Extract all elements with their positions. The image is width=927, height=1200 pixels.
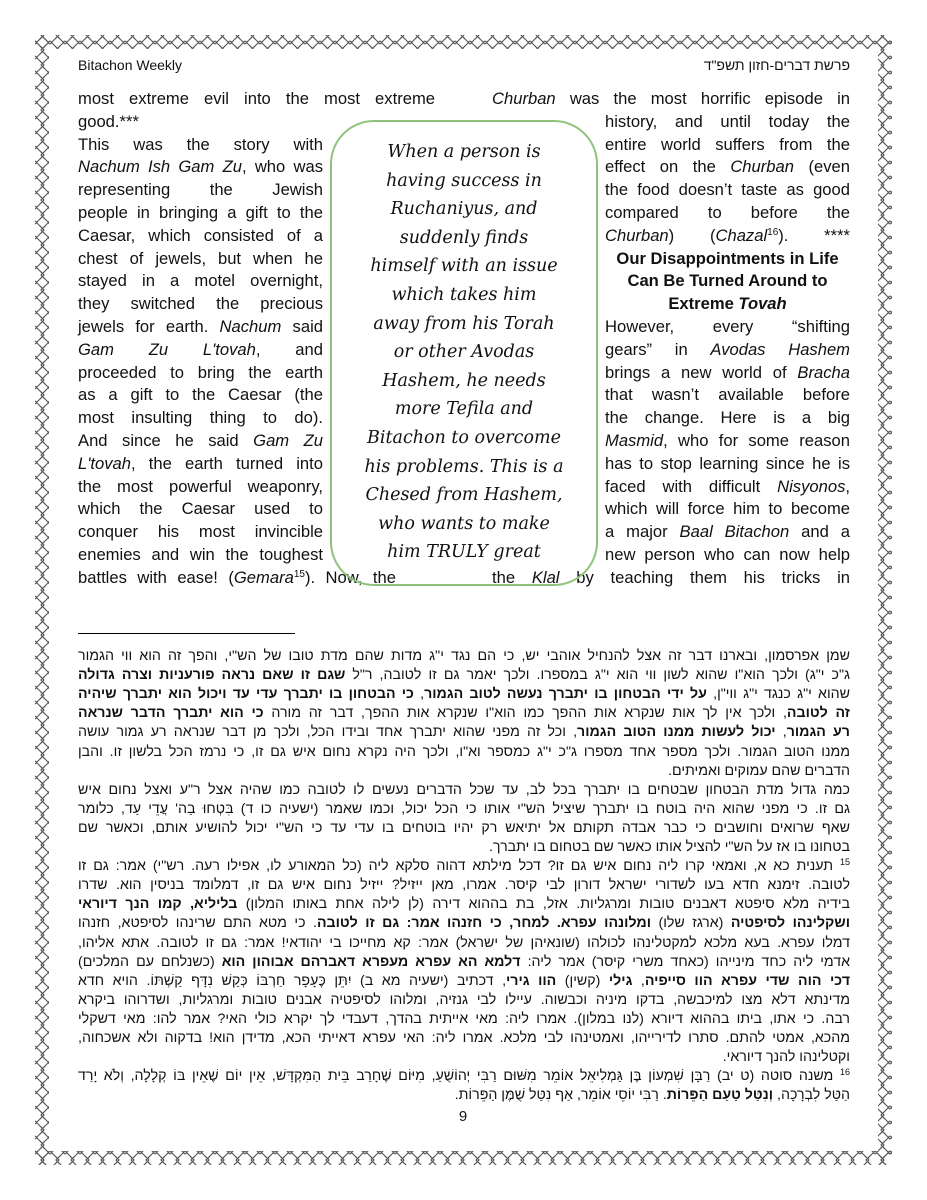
text-segment: good. [78,111,120,131]
text-segment: chest of jewels, but when he [78,248,323,268]
footnote-line [78,953,850,971]
text-segment: proceeded to bring the earth [78,362,323,382]
text-line [78,430,323,451]
text-segment: new person who can now help [605,545,850,564]
footnote-line [78,762,850,780]
text-segment: על ידי הבטחון בו יתברך נעשה לטוב הגמור [424,686,707,703]
text-segment: דלמא הא עפרא מעפרא דאברהם אבוהון הוא [221,953,521,970]
text-segment: history, and until today the [605,111,850,131]
text-segment: משנה סוטה (ט יב) רַבָּן שִׁמְעוֹן בֶּן גַּמְלִיאֵל אוֹמֵר מִשּׁוּם רַבִּי יְהוֹשֻׁעַ, מִיּוֹם שֶׁחָרַב בֵּית הַמִּקְדָּשׁ, אֵין יוֹם שֶׁאֵין בּוֹ קְלָלָה, וְלֹא יָרַד [78,1068,840,1085]
pull-quote-box [330,120,598,586]
footnote-line [78,743,850,761]
text-line [605,111,850,132]
text-segment: תענית כא א, ואמאי קרו ליה נחום איש גם זו? דכל מילתא דהוה סלקא ליה (כל המאורע לו, אפילו רעה. רש"י) אמר: גם זו [78,858,840,875]
text-segment: gears” in [605,339,711,359]
text-segment: Avodas Hashem [710,339,850,359]
text-segment: Can Be Turned Around to [627,271,828,291]
text-segment: כמה גדול מדת הבטחון שבטחים בו יתברך בכל לב, עד שכל הדברים נעשים לו לטובה כמו שהיה אצל ר"ע ואצל נחום איש [78,781,850,798]
text-segment: Bracha [797,362,850,382]
pull-quote-line: himself with an issue [370,256,558,277]
text-line [605,407,850,428]
text-segment: , the earth turned into [131,453,323,473]
footnote-ref: 15 [293,568,305,580]
text-segment: , ולכך אין לך אות שנקרא אות ההפך כמו הוא"ו שנקרא אות ההפך, דבר זה מורה [263,705,787,722]
footnote-line [78,857,850,875]
text-segment: בטחונו בו אז על הש"י להציל אותו כאשר שם בטחום בו יתברך. [488,839,850,855]
text-segment: However, every “shifting [605,317,850,336]
text-segment: people in bringing a gift to the [78,203,323,222]
text-line [605,476,850,497]
text-segment: that wasn’t available before [605,385,850,405]
section-heading-line [605,293,850,314]
pull-quote-line: who wants to make [378,513,550,534]
text-segment: most extreme evil into the most extreme [78,89,435,108]
text-segment: they switched the precious [78,294,323,314]
footnote-line [78,972,850,990]
text-segment: the most powerful weaponry, [78,476,323,496]
text-segment: ממנו הטוב הגמור. ולכך מספר אחד מספרו ג"כ י"ג כמספר וא"ו, ולכך היה נקרא נחום איש גם זו, כי נרמז הכל בלשון זו. והבן [78,743,850,760]
text-segment: גם זו. כי מפני שהוא היה בוטח בו יתברך שיציל הש"י אותו כי הכל יכול, וכמו שאמר (ישעיה כו ד) בִּטְחוּ בַה' עֲדֵי עַד, כלומר [78,800,850,817]
text-segment: , [775,724,787,741]
pull-quote-line: Bitachon to overcome [367,428,561,448]
text-line [605,316,850,337]
footnote-line [78,895,850,913]
text-line [78,498,323,519]
text-line [605,544,850,565]
text-segment: Masmid [605,431,664,450]
text-segment: Klal [531,567,560,587]
text-segment: said [281,317,323,336]
section-heading-line [605,248,850,269]
text-segment: הַטַּל לִבְרָכָה, [773,1087,850,1104]
text-segment: battles with ease! ( [78,567,234,587]
text-segment: enemies and win the toughest [78,545,323,564]
text-line [78,384,323,405]
footnote-separator [78,633,295,634]
text-segment: faced with difficult [605,476,778,496]
text-segment: מהכא, אמטי להתם. סתרו לדירייהו, ואמטינהו לבי מלכא. אמרו ליה: האי עפרא דאייתי הכא, מדידן הוא! בדקוה ולא אשכחוה, [78,1030,850,1046]
text-segment: Nachum Ish Gam Zu [78,157,242,177]
text-segment: . כי מטא התם שרינהו לסיפטא, חזנהו [78,915,317,932]
text-line [605,339,850,360]
text-segment: Chazal [715,225,768,245]
text-segment: ). **** [778,225,850,245]
text-segment: רבה. כי אתו, ביתו בההוא דיורא (לנו במלון). אמרו ליה: מאי אייתית בהדך, דעבדי לך יקרא כולי האי? אמר להו: מאי דשקלי [78,1010,850,1027]
text-segment: ) ( [668,225,716,245]
text-segment: stayed in a motel overnight, [78,271,323,291]
text-segment: (even [793,157,850,177]
text-segment: יכול לעשות ממנו הטוב הגמור [577,724,776,741]
text-segment: , [845,476,850,496]
text-segment: brings a new world of [605,362,798,382]
footnote-line [78,991,850,1009]
text-segment: Churban [605,225,669,245]
text-segment: by teaching them his tricks in [559,567,850,587]
text-line [78,88,435,109]
pull-quote-line: which takes him [391,285,537,305]
text-segment: , וכל זה מפני שהוא יתברך אחד ובידו הכל, ולכך מן דבר שנראה רע גמור עושה [78,724,578,741]
text-segment: Gemara [233,567,294,587]
text-segment: Caesar, which consisted of a [78,225,323,245]
text-segment: שהוא י"ג כנגד י"ג ווי"ן, [706,686,850,703]
text-segment: הדברים שהם עמוקים ואמיתים. [668,762,850,779]
footnote-line [78,1067,850,1085]
text-line [78,362,323,383]
footnote-line [78,685,850,703]
pull-quote-line: Hashem, he needs [382,370,546,391]
text-segment: בידיה מלא סיפטא דאבנים טובות ומרגליות. אזל, בת בההוא דירה (לן לילה אחת באותו המלון) [237,896,850,913]
text-line [78,316,323,337]
text-segment: , [413,686,425,703]
text-line [78,407,323,428]
text-line [78,134,323,155]
text-segment: Gam Zu [253,431,323,450]
text-line [605,430,850,451]
footnote-line [78,781,850,799]
footnote-line [78,1048,850,1066]
text-segment: בליליא, קמו הנך דיוראי [78,896,238,913]
text-line [605,498,850,519]
text-line [78,111,300,132]
text-segment: conquer his most invincible [78,522,323,542]
footnote-line [78,876,850,894]
footnote-line [78,704,850,722]
text-segment: Extreme [668,294,739,314]
text-segment: כי הבטחון בו יתברך עדי עד ויכול הוא יתברך שיהיה [78,686,414,703]
pull-quote-line: Ruchaniyus, and [390,199,538,220]
text-segment: L'tovah [78,453,131,473]
text-segment: דמלו עפרא. בעא מלכא למקטלינהו לכולהו (שונאיהן של ישראל) אמר: קא מחייכו בי יהודאי! אמר: גם זו לטובה. אתא אליהו, [78,934,850,951]
text-segment: מדינתא דלא מצו למיכבשה, בדקו מיניה וכבשוה. עיילו לבי גנזיה, ומלוהו לסיפטיה אבנים טובות ומרגליות, ושדרוהו ביקרא [78,991,850,1008]
text-segment: Gam Zu L'tovah [78,339,256,359]
text-segment: This was the story with [78,134,323,154]
text-segment: גילי [608,972,633,989]
text-segment: ). Now, the [304,567,396,587]
footnote-line [78,666,850,684]
pull-quote-line: him TRULY great [387,542,541,563]
text-segment: זה לטובה [786,705,850,722]
header-parsha-title: פרשת דברים-חזון תשפ"ד [703,57,850,73]
footnote-line [78,838,850,856]
text-segment: וְנִטַּל טַעַם הַפֵּרוֹת [666,1087,774,1104]
text-segment: שאף שרואים וחושבים כי כבר אבדה תקותם אל יתיאש רק יהיו בוטחים בו עדי עד כי הש"י יכול להושיע אותם, וכאשר שם [78,819,850,836]
text-line [78,293,323,314]
text-line [492,88,850,109]
text-line [78,156,323,177]
text-segment: . רַבִּי יוֹסֵי אוֹמֵר, אַף נִטַּל שֻׁמֶּן הַפֵּרוֹת. [454,1087,667,1104]
text-segment: שמן אפרסמון, ובארנו דבר זה אצל להנחיל אוהבי יש, כי הם נגד י"ג מדות שהם מדת טובו של הש"י, והפך זה הוא ווי הגמור [78,648,850,664]
text-segment: ומלונהו עפרא. למחר, כי חזנהו אמר: גם זו לטובה [316,915,652,932]
page-number: 9 [458,1108,468,1125]
footnote-line [78,723,850,741]
footnote-line [78,647,850,665]
text-segment: entire world suffers from the [605,134,850,154]
pull-quote-line: Chesed from Hashem, [365,485,563,506]
header-publication-name: Bitachon Weekly [78,57,183,73]
text-segment: ושקלינהו לסיפטיה [730,915,851,932]
text-line [78,544,323,565]
text-segment: ג"כ י"ג) ולכך הוא"ו שהוא לשון ווי הוא י"ג במספרו. ולכך יאמר גם זו לטובה, ר"ל [345,667,850,684]
text-segment: Baal Bitachon [679,522,790,542]
footnote-line [78,914,850,932]
pull-quote-line: having success in [386,170,542,191]
text-segment: Churban [492,89,556,108]
text-segment: which the Caesar used to [78,499,323,519]
text-segment: effect on the [605,157,731,177]
text-segment: most insulting thing to do). [78,408,323,428]
text-line [605,179,850,200]
text-segment: רע הגמור [786,724,850,741]
pull-quote-line: suddenly finds [399,227,529,248]
text-segment: הוו גירי [506,972,557,989]
text-line [605,225,850,246]
pull-quote-line: his problems. This is a [364,456,564,477]
pull-quote-line: When a person is [387,142,541,162]
text-line [78,453,323,474]
footnote-line [78,1029,850,1047]
footnote-line [78,800,850,818]
footnote-line [78,1010,850,1028]
text-segment: שגם זו שאם נראה פורעניות וצרה גדולה [78,667,346,684]
text-line [605,202,850,223]
text-segment: אדמי ליה כחד מינייהו (כאחד משרי קיסר) אמר ליה: [520,953,850,970]
footnote-ref: 15 [839,857,850,868]
text-segment: , who was [241,157,323,177]
text-segment: , and [255,339,323,359]
text-segment: (ארגז שלו) [651,915,731,932]
text-line [605,521,850,542]
text-segment: Nisyonos [777,476,846,496]
text-segment: Nachum [219,317,282,336]
text-line [605,362,850,383]
text-segment: which will force him to become [605,499,850,519]
text-line [78,225,323,246]
section-heading-line [605,270,850,291]
text-segment: , דכתיב (ישעיה מא ב) יִתֵּן כֶּעָפָר חַרְבּוֹ כְּקַשׁ נִדָּף קַשְׁתּוֹ. הויא חדא [78,972,507,989]
text-segment: וקטלינהו להנך דיוראי. [722,1049,850,1066]
text-line [78,476,323,497]
text-segment: was the most horrific episode in [555,89,850,108]
text-segment: the [492,567,532,587]
text-segment: and a [789,522,850,542]
text-segment: כי הוא יתברך הדבר שנראה [78,705,264,722]
text-segment: לטובה. זימנא חדא בעו לשדורי ישראל דורון לבי קיסר. אמרו, מאן ייזיל? ייזיל נחום איש גם זו, דמלומד בניסין הוא. שדרו [78,877,850,894]
text-line [78,521,323,542]
text-line [605,134,850,155]
text-segment: , who for some reason [663,431,850,450]
text-segment: דכי הוה שדי עפרא הוו סייפיה [644,972,850,989]
text-segment: the change. Here is a big [605,408,850,428]
pull-quote-line: more Tefila and [394,399,534,420]
text-line [78,202,323,223]
text-segment: (קשין) [556,972,609,989]
text-segment: compared to before the [605,203,850,222]
text-segment: the food doesn’t taste as good [605,180,850,200]
text-segment: has to stop learning since he is [605,453,850,473]
pull-quote-line: away from his Torah [373,313,555,334]
text-segment: , [632,972,645,989]
text-line [605,384,850,405]
text-line [605,453,850,474]
footnote-line [78,1086,850,1104]
text-segment: representing the Jewish [78,180,323,200]
text-line [78,179,323,200]
footnote-ref: 16 [839,1067,850,1078]
pull-quote-line: or other Avodas [393,342,535,363]
text-line [78,248,323,269]
footnote-ref: 16 [767,226,779,238]
text-segment: And since he said [78,431,254,450]
text-segment: Tovah [738,294,787,314]
text-line [605,156,850,177]
text-segment: (כשנלחם עם המלכים) [78,953,222,970]
footnote-line [78,819,850,837]
text-line [78,270,323,291]
footnote-line [78,934,850,952]
text-segment: Churban [730,157,794,177]
text-line [78,339,323,360]
text-segment: a major [605,522,680,542]
text-segment: Our Disappointments in Life [616,248,839,268]
text-segment: as a gift to the Caesar (the [78,385,323,405]
text-segment: *** [119,111,139,131]
text-segment: jewels for earth. [78,317,220,336]
